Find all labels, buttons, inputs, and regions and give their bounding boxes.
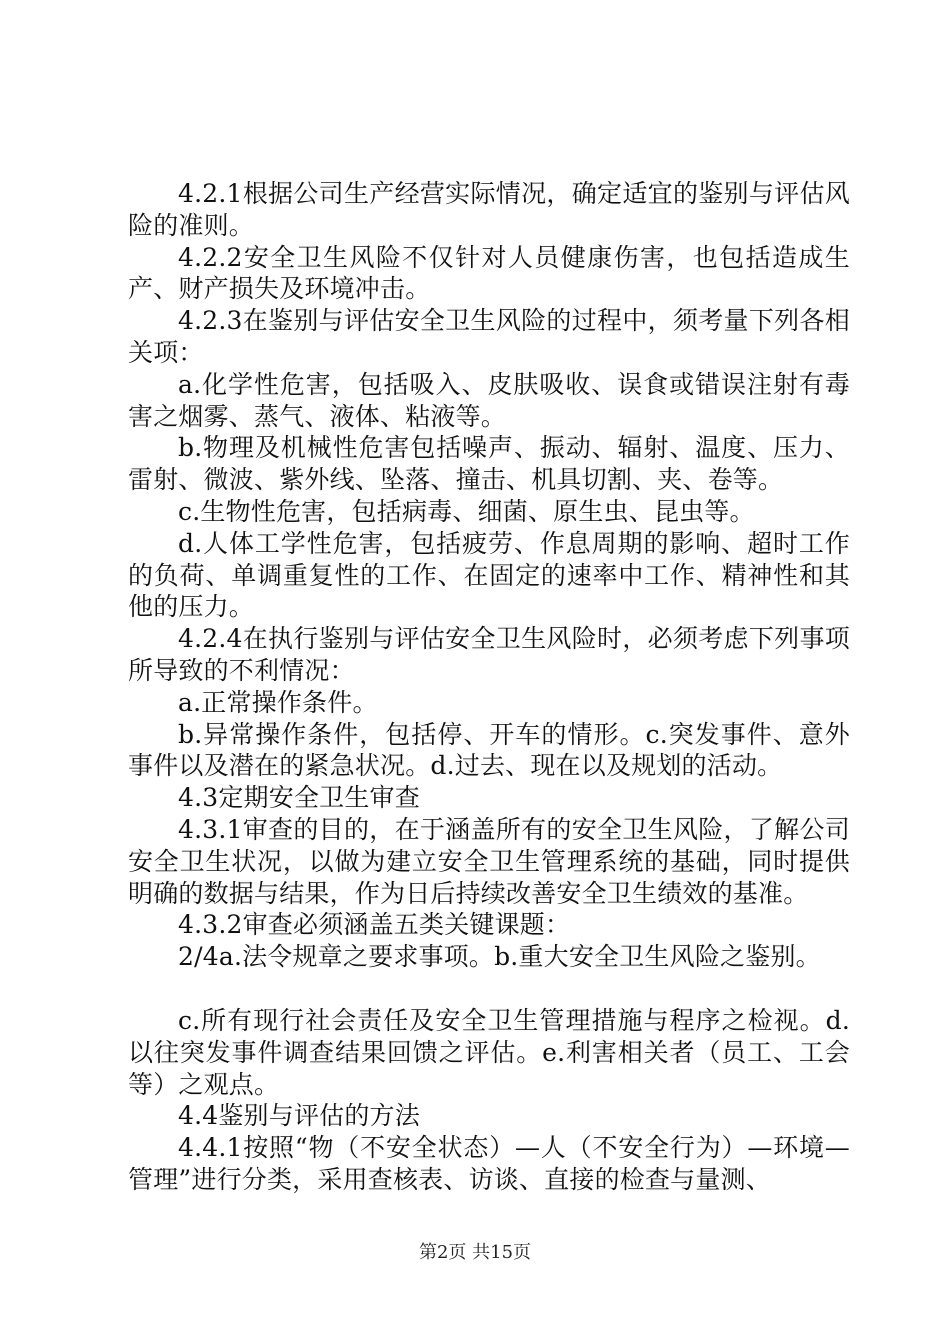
paragraph-topics-a-b: 2/4a.法令规章之要求事项。b.重大安全卫生风险之鉴别。	[178, 942, 821, 972]
paragraph-4-2-2: 4.2.2安全卫生风险不仅针对人员健康伤害，也包括造成生产、财产损失及环境冲击。	[128, 242, 850, 304]
paragraph-4-2-4: 4.2.4在执行鉴别与评估安全卫生风险时，必须考虑下列事项所导致的不利情况：	[128, 624, 850, 685]
paragraph-4-2-1: 4.2.1根据公司生产经营实际情况，确定适宜的鉴别与评估风险的准则。	[128, 179, 850, 240]
paragraph-item-d-ergonomic: d.人体工学性危害，包括疲劳、作息周期的影响、超时工作的负荷、单调重复性的工作、在固定的速率中工作、精神性和其他的压力。	[128, 528, 850, 622]
paragraph-4-2-3: 4.2.3在鉴别与评估安全卫生风险的过程中，须考量下列各相关项：	[128, 306, 850, 367]
heading-4-4: 4.4鉴别与评估的方法	[178, 1101, 420, 1131]
paragraph-item-a-chemical: a.化学性危害，包括吸入、皮肤吸收、误食或错误注射有毒害之烟雾、蒸气、液体、粘液等。	[128, 369, 850, 431]
blank-line	[128, 973, 850, 1005]
page-footer: 第2页 共15页	[418, 1242, 532, 1263]
paragraph-item-b-physical: b.物理及机械性危害包括噪声、振动、辐射、温度、压力、雷射、微波、紫外线、坠落、撞击、机具切割、夹、卷等。	[128, 433, 850, 495]
document-body	[128, 178, 850, 1196]
paragraph-4-4-1: 4.4.1按照“物（不安全状态）—人（不安全行为）—环境—管理”进行分类，采用查核表、访谈、直接的检查与量测、	[128, 1133, 850, 1194]
heading-4-3: 4.3定期安全卫生审查	[178, 783, 420, 813]
paragraph-topics-c-d-e: c.所有现行社会责任及安全卫生管理措施与程序之检视。d.以往突发事件调查结果回馈之评估。e.利害相关者（员工、工会等）之观点。	[128, 1005, 850, 1099]
paragraph-4-3-2: 4.3.2审查必须涵盖五类关键课题：	[178, 910, 571, 940]
paragraph-item-a-normal: a.正常操作条件。	[178, 687, 378, 717]
paragraph-item-c-biological: c.生物性危害，包括病毒、细菌、原生虫、昆虫等。	[178, 496, 755, 526]
paragraph-4-3-1: 4.3.1审查的目的，在于涵盖所有的安全卫生风险，了解公司安全卫生状况，以做为建立安全卫生管理系统的基础，同时提供明确的数据与结果，作为日后持续改善安全卫生绩效的基准。	[128, 814, 850, 908]
paragraph-item-b-abnormal: b.异常操作条件，包括停、开车的情形。c.突发事件、意外事件以及潜在的紧急状况。d.过去、现在以及规划的活动。	[128, 719, 850, 781]
